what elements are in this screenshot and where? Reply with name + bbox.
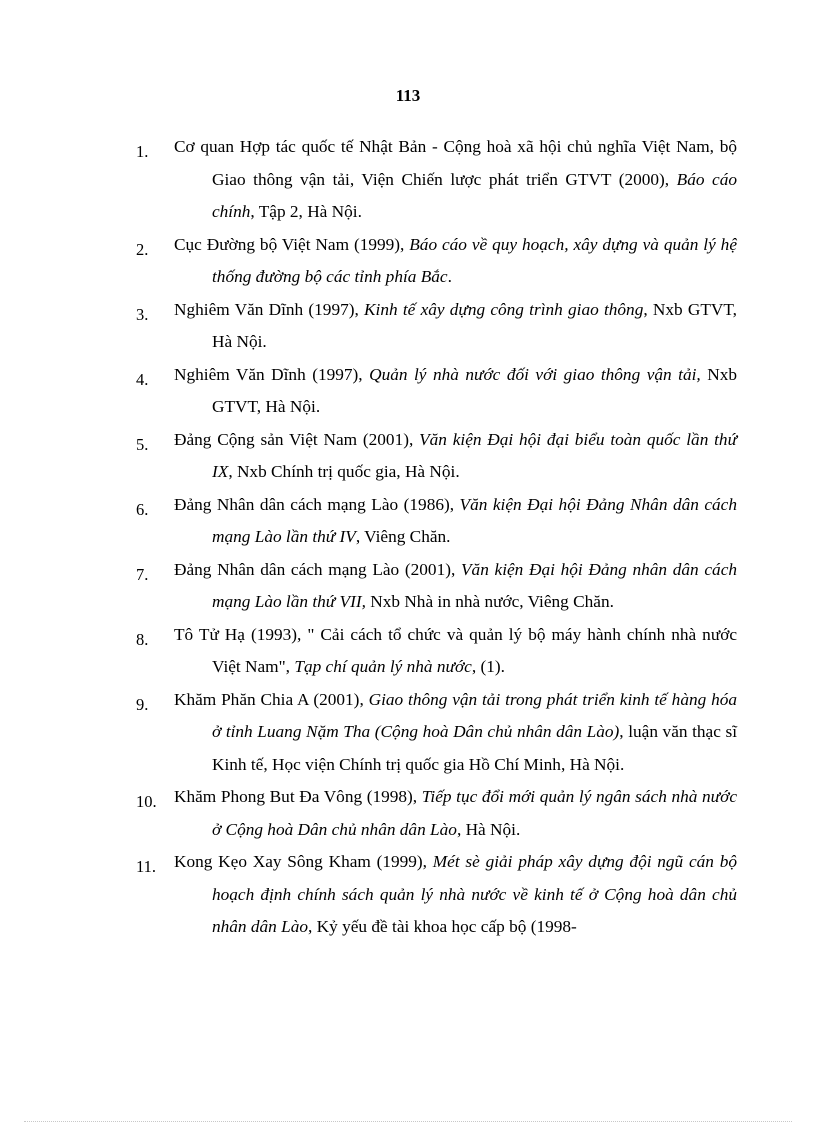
reference-title: Văn kiện Đại hội đại biểu toàn quốc lần thứ IX [212, 429, 737, 481]
reference-item [0, 424, 737, 489]
reference-item [0, 229, 737, 294]
reference-author-year: Cơ quan Hợp tác quốc tế Nhật Bản - Cộng hoà xã hội chủ nghĩa Việt Nam, bộ Giao thông vận tải, Viện Chiến lược phát triển GTVT (2000), [174, 137, 737, 189]
reference-author-year: Cục Đường bộ Việt Nam (1999), [174, 234, 410, 254]
page-number: 113 [395, 86, 421, 105]
reference-publication: , luận văn thạc sĩ Kinh tế, Học viện Chính trị quốc gia Hồ Chí Minh, Hà Nội. [212, 722, 737, 774]
reference-publication: Nxb Nhà in nhà nước, Viêng Chăn. [365, 592, 614, 611]
reference-author-year: Đảng Nhân dân cách mạng Lào (2001), [174, 559, 461, 579]
reference-title: Văn kiện Đại hội Đảng nhân dân cách mạng Lào lần thứ VII, [212, 559, 737, 611]
reference-number: 8. [136, 629, 149, 649]
reference-number: 1. [136, 142, 149, 161]
reference-publication: . [447, 267, 452, 286]
reference-publication: , (1). [471, 657, 505, 676]
reference-title: Tiếp tục đổi mới quản lý ngân sách nhà nước ở Cộng hoà Dân chủ nhân dân Lào [212, 787, 737, 839]
reference-item [0, 554, 737, 619]
reference-item [0, 489, 737, 554]
reference-title: Tạp chí quản lý nhà nước [294, 657, 472, 676]
reference-author-year: Nghiêm Văn Dĩnh (1997), [174, 299, 365, 319]
reference-item [0, 846, 737, 944]
page-bottom-border [24, 1121, 792, 1122]
reference-item [0, 684, 737, 782]
reference-publication: Nxb GTVT, Hà Nội. [212, 364, 737, 416]
reference-number: 4. [136, 369, 149, 389]
reference-publication: , Viêng Chăn. [355, 527, 451, 546]
reference-list [0, 131, 816, 944]
reference-number: 7. [136, 564, 149, 584]
reference-number: 2. [136, 239, 149, 259]
reference-number: 5. [136, 434, 149, 454]
reference-title: Báo cáo chính [212, 169, 737, 221]
reference-author-year: Khăm Phong But Đa Vông (1998), [174, 787, 422, 806]
reference-author-year: Đảng Cộng sản Việt Nam (2001), [174, 429, 420, 449]
reference-author-year: Tô Tử Hạ (1993), " Cải cách tổ chức và quản lý bộ máy hành chính nhà nước Việt Nam", [174, 624, 737, 676]
reference-publication: , Hà Nội. [456, 819, 521, 839]
reference-number: 9. [136, 694, 149, 714]
reference-item [0, 131, 737, 229]
reference-item [0, 359, 737, 424]
reference-title: Quản lý nhà nước đối với giao thông vận tải, [369, 364, 701, 384]
reference-publication: , Nxb Chính trị quốc gia, Hà Nội. [228, 462, 460, 481]
reference-publication: , Nxb GTVT, Hà Nội. [212, 299, 737, 351]
reference-author-year: Khăm Phăn Chia A (2001), [174, 689, 369, 709]
reference-item [0, 294, 737, 359]
reference-title: Báo cáo về quy hoạch, xây dựng và quản lý hệ thống đường bộ các tỉnh phía Bắc [212, 234, 737, 286]
reference-title: Mét sè giải pháp xây dựng đội ngũ cán bộ hoạch định chính sách quản lý nhà nước về kinh tế ở Cộng hoà dân chủ nhân dân Lào [212, 852, 737, 936]
reference-number: 11. [136, 857, 157, 876]
reference-author-year: Nghiêm Văn Dĩnh (1997), [174, 364, 370, 384]
reference-title: Kinh tế xây dựng công trình giao thông [364, 299, 644, 319]
reference-author-year: Đảng Nhân dân cách mạng Lào (1986), [174, 494, 460, 514]
reference-title: Văn kiện Đại hội Đảng Nhân dân cách mạng Lào lần thứ IV [212, 494, 737, 546]
reference-publication: , Tập 2, Hà Nội. [250, 202, 362, 221]
reference-item [0, 619, 737, 684]
reference-publication: , Kỷ yếu đề tài khoa học cấp bộ (1998- [308, 917, 577, 936]
reference-number: 3. [136, 304, 149, 324]
reference-author-year: Kong Kẹo Xay Sông Kham (1999), [174, 852, 433, 871]
reference-item [0, 781, 737, 846]
reference-number: 10. [136, 792, 157, 811]
reference-number: 6. [136, 499, 149, 519]
reference-title: Giao thông vận tải trong phát triển kinh tế hàng hóa ở tỉnh Luang Nặm Tha (Cộng hoà Dân chủ nhân dân Lào) [212, 689, 738, 741]
